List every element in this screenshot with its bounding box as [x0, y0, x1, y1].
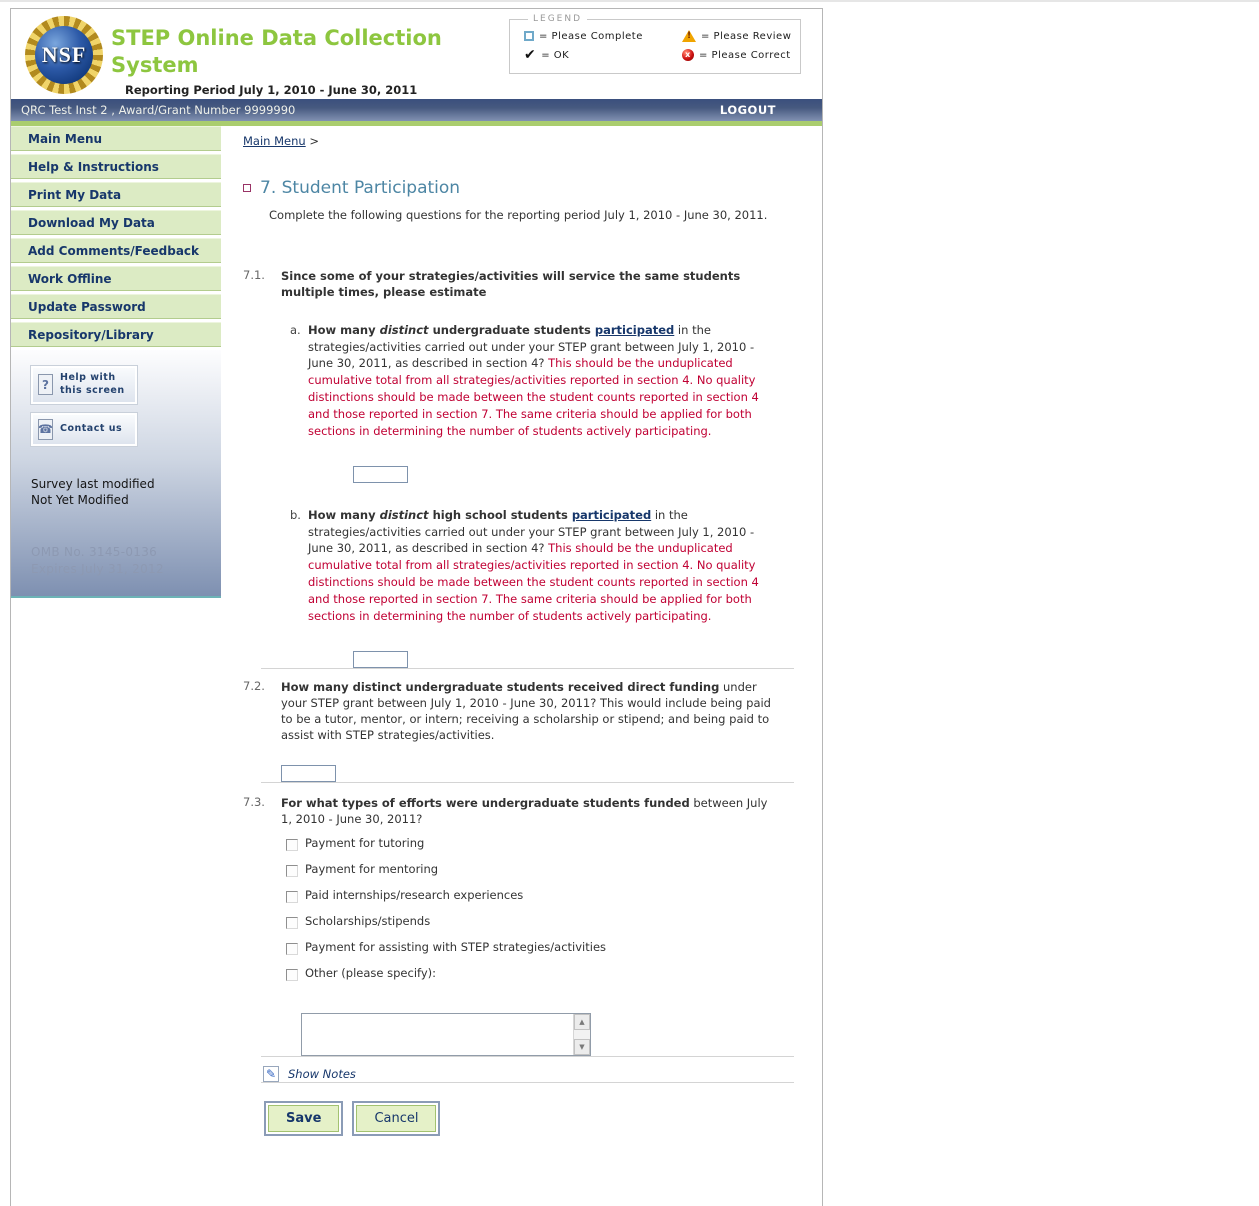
notes-icon: ✎ — [263, 1066, 279, 1082]
option-payment-assisting[interactable] — [286, 939, 775, 965]
survey-modified-label: Survey last modified — [31, 476, 155, 491]
section-intro: Complete the following questions for the reporting period July 1, 2010 - June 30, 2011. — [269, 208, 768, 222]
page-top-divider — [0, 0, 1259, 2]
sidebar-item-repository-library[interactable]: Repository/Library — [11, 322, 221, 347]
breadcrumb — [243, 134, 808, 148]
sidebar-item-help-instructions[interactable]: Help & Instructions — [11, 154, 221, 179]
cancel-button-frame — [352, 1101, 440, 1136]
section-header — [243, 178, 808, 198]
option-label: Other (please specify): — [305, 966, 437, 980]
account-bar — [11, 99, 822, 121]
check-icon: ✔ — [524, 47, 537, 63]
form-actions — [264, 1101, 808, 1136]
question-7-1a — [290, 322, 775, 483]
please-complete-icon — [524, 31, 534, 41]
telephone-icon: ☎ — [38, 419, 53, 440]
account-info: QRC Test Inst 2 , Award/Grant Number 9999990 — [21, 103, 296, 117]
logout-button[interactable]: LOGOUT — [719, 103, 776, 117]
q71b-mid: high school students — [428, 508, 572, 522]
q71a-lead: How many — [308, 323, 380, 337]
sidebar-item-add-comments[interactable]: Add Comments/Feedback — [11, 238, 221, 263]
checkbox-payment-assisting[interactable] — [286, 943, 298, 955]
nsf-logo-text: NSF — [41, 42, 87, 67]
q71b-tail: in the strategies/activities carried out under your STEP grant between July 1, 2010 - June 30, 2011, as described in section 4? — [308, 508, 755, 555]
section-divider — [261, 1082, 794, 1083]
app-title: STEP Online Data Collection System — [111, 26, 442, 78]
legend-box — [509, 14, 801, 74]
q71b-distinct: distinct — [379, 508, 429, 522]
sidebar-item-main-menu[interactable]: Main Menu — [11, 126, 221, 151]
checkbox-other[interactable] — [286, 969, 298, 981]
q72-bold-text: How many distinct undergraduate students received direct funding — [281, 680, 720, 694]
sidebar-info-panel — [11, 350, 221, 598]
legend-item-label: = Please Complete — [539, 30, 643, 42]
question-7-2 — [243, 679, 808, 782]
option-label: Payment for assisting with STEP strategies/activities — [305, 940, 607, 954]
title-block — [111, 9, 511, 97]
option-other[interactable] — [286, 965, 775, 991]
section-divider — [261, 782, 794, 783]
status-please-complete-icon — [243, 184, 251, 192]
legend-item-ok — [524, 47, 682, 63]
omb-expires: Expires July 31, 2012 — [31, 561, 164, 576]
sidebar — [11, 126, 221, 598]
legend-item-complete — [524, 31, 682, 42]
option-label: Paid internships/research experiences — [305, 888, 524, 902]
error-icon: x — [682, 49, 694, 61]
breadcrumb-main-menu-link[interactable]: Main Menu — [243, 134, 306, 148]
section-divider — [261, 668, 794, 669]
q73-normal-text: between July 1, 2010 - June 30, 2011? — [281, 796, 768, 826]
omb-notice — [31, 544, 221, 578]
question-number: 7.2. — [243, 679, 265, 693]
reporting-period: Reporting Period July 1, 2010 - June 30, 2011 — [125, 82, 418, 97]
question-number: 7.1. — [243, 268, 265, 282]
q71a-distinct: distinct — [379, 323, 429, 337]
checkbox-payment-mentoring[interactable] — [286, 865, 298, 877]
q71b-red-note: This should be the unduplicated cumulative total from all strategies/activities reported in section 4. No quality distinctions should be made between the student counts reported in section 4 and those reported in section 7. The same criteria should be applied for both sections in determining the number of students actively participating. — [308, 541, 759, 623]
participated-definition-link[interactable]: participated — [571, 508, 652, 522]
sidebar-item-work-offline[interactable]: Work Offline — [11, 266, 221, 291]
legend-item-correct — [682, 49, 792, 61]
save-button-frame — [264, 1101, 343, 1136]
q72-normal-text: under your STEP grant between July 1, 2010 - June 30, 2011? This would include being paid to be a tutor, mentor, or intern; receiving a scholarship or stipend; and being paid to assist with STEP strategies/activities. — [281, 680, 771, 742]
sidebar-item-update-password[interactable]: Update Password — [11, 294, 221, 319]
legend-title: LEGEND — [533, 14, 583, 24]
survey-modified-value: Not Yet Modified — [31, 492, 129, 507]
question-7-3 — [243, 795, 808, 1056]
q71b-lead: How many — [308, 508, 380, 522]
sub-question-label: b. — [290, 508, 301, 522]
show-notes-label: Show Notes — [288, 1067, 356, 1081]
option-label: Scholarships/stipends — [305, 914, 431, 928]
page-title: 7. Student Participation — [260, 178, 461, 198]
legend-item-label: = Please Review — [701, 30, 792, 42]
sidebar-item-download-my-data[interactable]: Download My Data — [11, 210, 221, 235]
section-divider — [261, 1056, 794, 1057]
scroll-up-arrow-icon[interactable]: ▲ — [574, 1014, 590, 1030]
checkbox-paid-internships[interactable] — [286, 891, 298, 903]
legend-item-label: = Please Correct — [699, 49, 791, 61]
nsf-logo — [25, 16, 103, 94]
q71a-red-note: This should be the unduplicated cumulative total from all strategies/activities reported in section 4. No quality distinctions should be made between the student counts reported in section 4 and those reported in section 7. The same criteria should be applied for both sections in determining the number of students actively participating. — [308, 356, 759, 438]
q71a-mid: undergraduate students — [428, 323, 595, 337]
page-container — [10, 8, 823, 1206]
help-with-screen-button[interactable] — [31, 366, 137, 404]
legend-grid — [524, 30, 792, 61]
q73-bold-text: For what types of efforts were undergraduate students funded — [281, 796, 690, 810]
question-mark-icon: ? — [38, 374, 53, 395]
q72-count-input[interactable] — [281, 765, 336, 782]
survey-last-modified — [31, 476, 221, 508]
legend-item-review — [682, 30, 792, 42]
question-number: 7.3. — [243, 795, 265, 809]
participated-definition-link[interactable]: participated — [594, 323, 675, 337]
checkbox-payment-tutoring[interactable] — [286, 839, 298, 851]
cancel-button[interactable]: Cancel — [356, 1105, 436, 1132]
main-content — [221, 126, 822, 1166]
option-label: Payment for mentoring — [305, 862, 439, 876]
help-with-screen-label: Help with this screen — [60, 372, 125, 396]
option-label: Payment for tutoring — [305, 836, 425, 850]
warning-icon — [682, 30, 696, 42]
question-7-1b — [290, 507, 775, 668]
header — [11, 9, 822, 99]
q71a-tail: in the strategies/activities carried out under your STEP grant between July 1, 2010 - June 30, 2011, as described in section 4? — [308, 323, 755, 370]
save-button[interactable]: Save — [268, 1105, 339, 1132]
option-paid-internships[interactable] — [286, 887, 775, 913]
contact-us-label: Contact us — [60, 422, 123, 434]
scroll-down-arrow-icon[interactable]: ▼ — [574, 1039, 590, 1055]
contact-us-button[interactable] — [31, 413, 137, 446]
nsf-logo-globe — [35, 26, 93, 84]
option-payment-tutoring[interactable] — [286, 835, 775, 861]
q71b-count-input[interactable] — [353, 651, 408, 668]
question-7-1 — [243, 268, 808, 668]
funding-options-list — [286, 835, 775, 991]
legend-item-label: = OK — [541, 49, 570, 61]
sub-question-label: a. — [290, 323, 301, 337]
omb-number: OMB No. 3145-0136 — [31, 545, 158, 559]
other-specify-textarea[interactable] — [301, 1013, 591, 1056]
q71a-count-input[interactable] — [353, 466, 408, 483]
question-7-1-text: Since some of your strategies/activities will service the same students multiple times, please estimate — [281, 269, 741, 299]
option-scholarships[interactable] — [286, 913, 775, 939]
show-notes-link[interactable] — [263, 1066, 808, 1082]
checkbox-scholarships[interactable] — [286, 917, 298, 929]
option-payment-mentoring[interactable] — [286, 861, 775, 887]
sidebar-item-print-my-data[interactable]: Print My Data — [11, 182, 221, 207]
breadcrumb-separator: > — [309, 134, 319, 148]
textarea-scrollbar[interactable] — [573, 1014, 590, 1055]
